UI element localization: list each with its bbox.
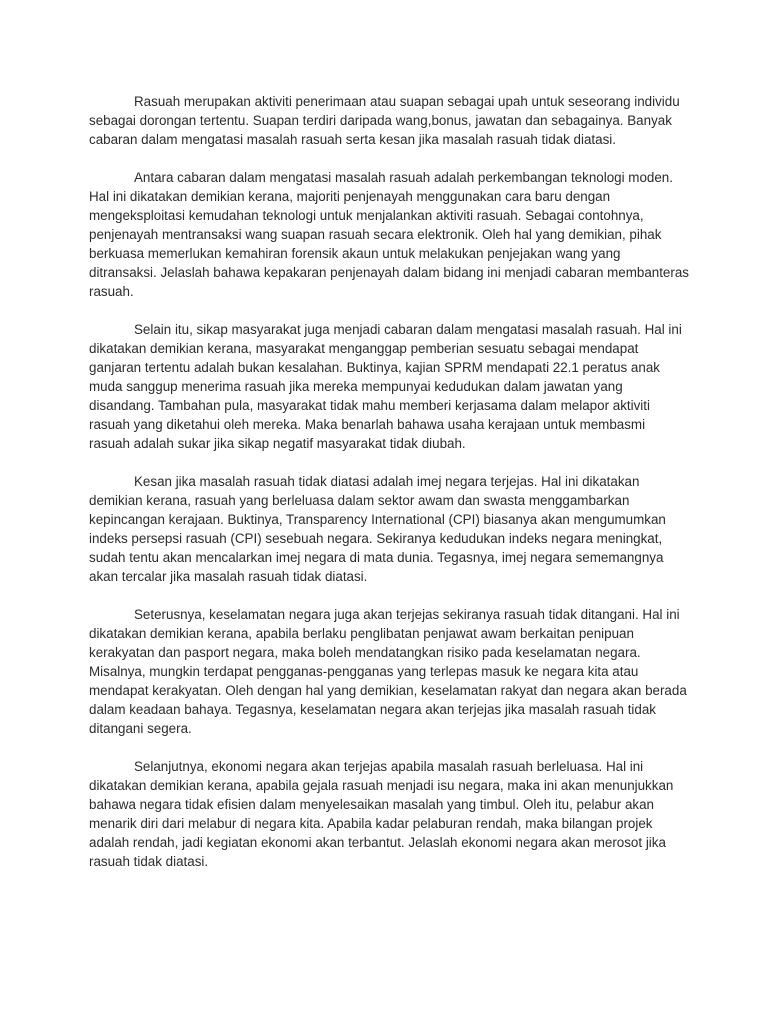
paragraph-technology-challenge: Antara cabaran dalam mengatasi masalah rasuah adalah perkembangan teknologi moden. Hal ini dikatakan demikian kerana, majoriti penjenayah menggunakan cara baru dengan mengeksploitasi kemudahan teknologi untuk menjalankan aktiviti rasuah. Sebagai contohnya, penjenayah mentransaksi wang suapan rasuah secara elektronik. Oleh hal yang demikian, pihak berkuasa memerlukan kemahiran forensik akaun untuk melakukan penjejakan wang yang ditransaksi. Jelaslah bahawa kepakaran penjenayah dalam bidang ini menjadi cabaran membanteras rasuah.: [89, 170, 689, 299]
paragraph-national-image: Kesan jika masalah rasuah tidak diatasi adalah imej negara terjejas. Hal ini dikatakan demikian kerana, rasuah yang berleluasa dalam sektor awam dan swasta menggambarkan kepincangan kerajaan. Buktinya, Transparency International (CPI) biasanya akan mengumumkan indeks persepsi rasuah (CPI) sesebuah negara. Sekiranya kedudukan indeks negara meningkat, sudah tentu akan mencalarkan imej negara di mata dunia. Tegasnya, imej negara sememangnya akan tercalar jika masalah rasuah tidak diatasi.: [89, 474, 666, 584]
paragraph-introduction: Rasuah merupakan aktiviti penerimaan atau suapan sebagai upah untuk seseorang individu sebagai dorongan tertentu. Suapan terdiri daripada wang,bonus, jawatan dan sebagainya. Banyak cabaran dalam mengatasi masalah rasuah serta kesan jika masalah rasuah tidak diatasi.: [89, 94, 680, 147]
document-body: [89, 92, 689, 890]
paragraph-society-attitude: Selain itu, sikap masyarakat juga menjadi cabaran dalam mengatasi masalah rasuah. Hal ini dikatakan demikian kerana, masyarakat menganggap pemberian sesuatu sebagai mendapat ganjaran tertentu adalah bukan kesalahan. Buktinya, kajian SPRM mendapati 22.1 peratus anak muda sanggup menerima rasuah jika mereka mempunyai kedudukan dalam jawatan yang disandang. Tambahan pula, masyarakat tidak mahu memberi kerjasama dalam melapor aktiviti rasuah yang diketahui oleh mereka. Maka benarlah bahawa usaha kerajaan untuk membasmi rasuah adalah sukar jika sikap negatif masyarakat tidak diubah.: [89, 322, 682, 451]
paragraph-economy: Selanjutnya, ekonomi negara akan terjejas apabila masalah rasuah berleluasa. Hal ini dikatakan demikian kerana, apabila gejala rasuah menjadi isu negara, maka ini akan menunjukkan bahawa negara tidak efisien dalam menyelesaikan masalah yang timbul. Oleh itu, pelabur akan menarik diri dari melabur di negara kita. Apabila kadar pelaburan rendah, maka bilangan projek adalah rendah, jadi kegiatan ekonomi akan terbantut. Jelaslah ekonomi negara akan merosot jika rasuah tidak diatasi.: [89, 759, 674, 869]
paragraph-national-security: Seterusnya, keselamatan negara juga akan terjejas sekiranya rasuah tidak ditangani. Hal ini dikatakan demikian kerana, apabila berlaku penglibatan penjawat awam berkaitan penipuan kerakyatan dan pasport negara, maka boleh mendatangkan risiko pada keselamatan negara. Misalnya, mungkin terdapat pengganas-pengganas yang terlepas masuk ke negara kita atau mendapat kerakyatan. Oleh dengan hal yang demikian, keselamatan rakyat dan negara akan berada dalam keadaan bahaya. Tegasnya, keselamatan negara akan terjejas jika masalah rasuah tidak ditangani segera.: [89, 607, 687, 736]
